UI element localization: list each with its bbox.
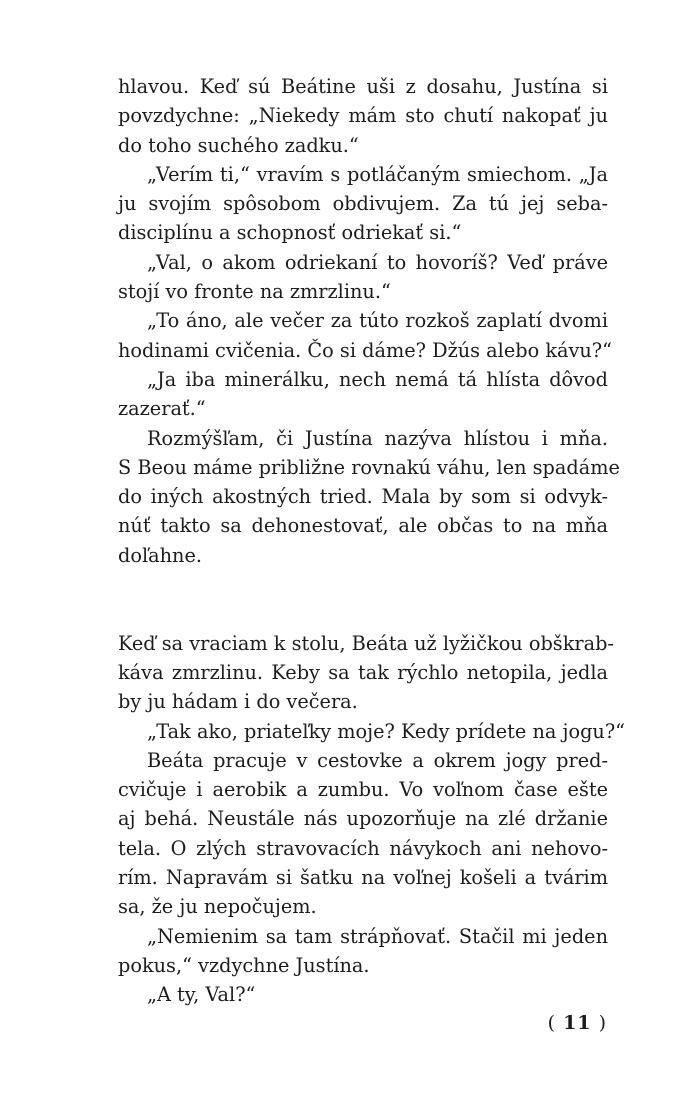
text-line: „Ja iba minerálku, nech nemá tá hlísta dôvod — [147, 367, 608, 391]
text-line: rím. Napravám si šatku na voľnej košeli a tvárim — [118, 866, 608, 890]
text-line: hodinami cvičenia. Čo si dáme? Džús alebo kávu?“ — [118, 338, 613, 362]
text-line: „Verím ti,“ vravím s potláčaným smiechom. „Ja — [147, 162, 608, 186]
text-line: pokus,“ vzdychne Justína. — [118, 953, 370, 977]
text-line: do toho suchého zadku.“ — [118, 133, 359, 157]
book-page-body — [118, 72, 626, 1010]
text-line: káva zmrzlinu. Keby sa tak rýchlo netopila, jedla — [118, 660, 608, 684]
text-line: by ju hádam i do večera. — [118, 690, 358, 714]
text-line: povzdychne: „Niekedy mám sto chutí nakopať ju — [118, 104, 608, 128]
page-number-close-paren: ) — [598, 1012, 607, 1034]
text-line: do iných akostných tried. Mala by som si odvyk- — [118, 485, 608, 509]
text-line: Rozmýšľam, či Justína nazýva hlístou i mňa. — [147, 426, 608, 450]
page-number-open-paren: ( — [547, 1012, 557, 1034]
text-line: cvičuje i aerobik a zumbu. Vo voľnom čase ešte — [118, 778, 608, 802]
text-line: „Val, o akom odriekaní to hovoríš? Veď práve — [147, 250, 608, 274]
section-break — [118, 570, 608, 629]
text-line: ju svojím spôsobom obdivujem. Za tú jej seba- — [118, 192, 608, 216]
text-line: tela. O zlých stravovacích návykoch ani nehovo- — [118, 836, 608, 860]
text-line: stojí vo fronte na zmrzlinu.“ — [118, 280, 391, 304]
text-line: sa, že ju nepočujem. — [118, 895, 317, 919]
text-line: Keď sa vraciam k stolu, Beáta už lyžičkou obškrab- — [118, 631, 614, 655]
text-line: doľahne. — [118, 543, 202, 567]
text-line: zazerať.“ — [118, 397, 206, 421]
text-line: hlavou. Keď sú Beátine uši z dosahu, Justína si — [118, 75, 608, 98]
text-line: S Beou máme približne rovnakú váhu, len spadáme — [118, 455, 620, 479]
text-line: núť takto sa dehonestovať, ale občas to na mňa — [118, 514, 608, 538]
page-number — [548, 1012, 607, 1034]
text-line: aj behá. Neustále nás upozorňuje na zlé držanie — [118, 807, 608, 831]
text-line: Beáta pracuje v cestovke a okrem jogy pred- — [147, 748, 608, 772]
text-line: „Nemienim sa tam strápňovať. Stačil mi jeden — [147, 924, 608, 948]
text-line: „Tak ako, priateľky moje? Kedy prídete na jogu?“ — [147, 719, 626, 743]
text-line: „To áno, ale večer za túto rozkoš zaplatí dvomi — [147, 309, 608, 333]
text-line: „A ty, Val?“ — [147, 983, 256, 1007]
text-line: disciplínu a schopnosť odriekať si.“ — [118, 221, 462, 245]
page-number-value: 11 — [563, 1012, 592, 1034]
